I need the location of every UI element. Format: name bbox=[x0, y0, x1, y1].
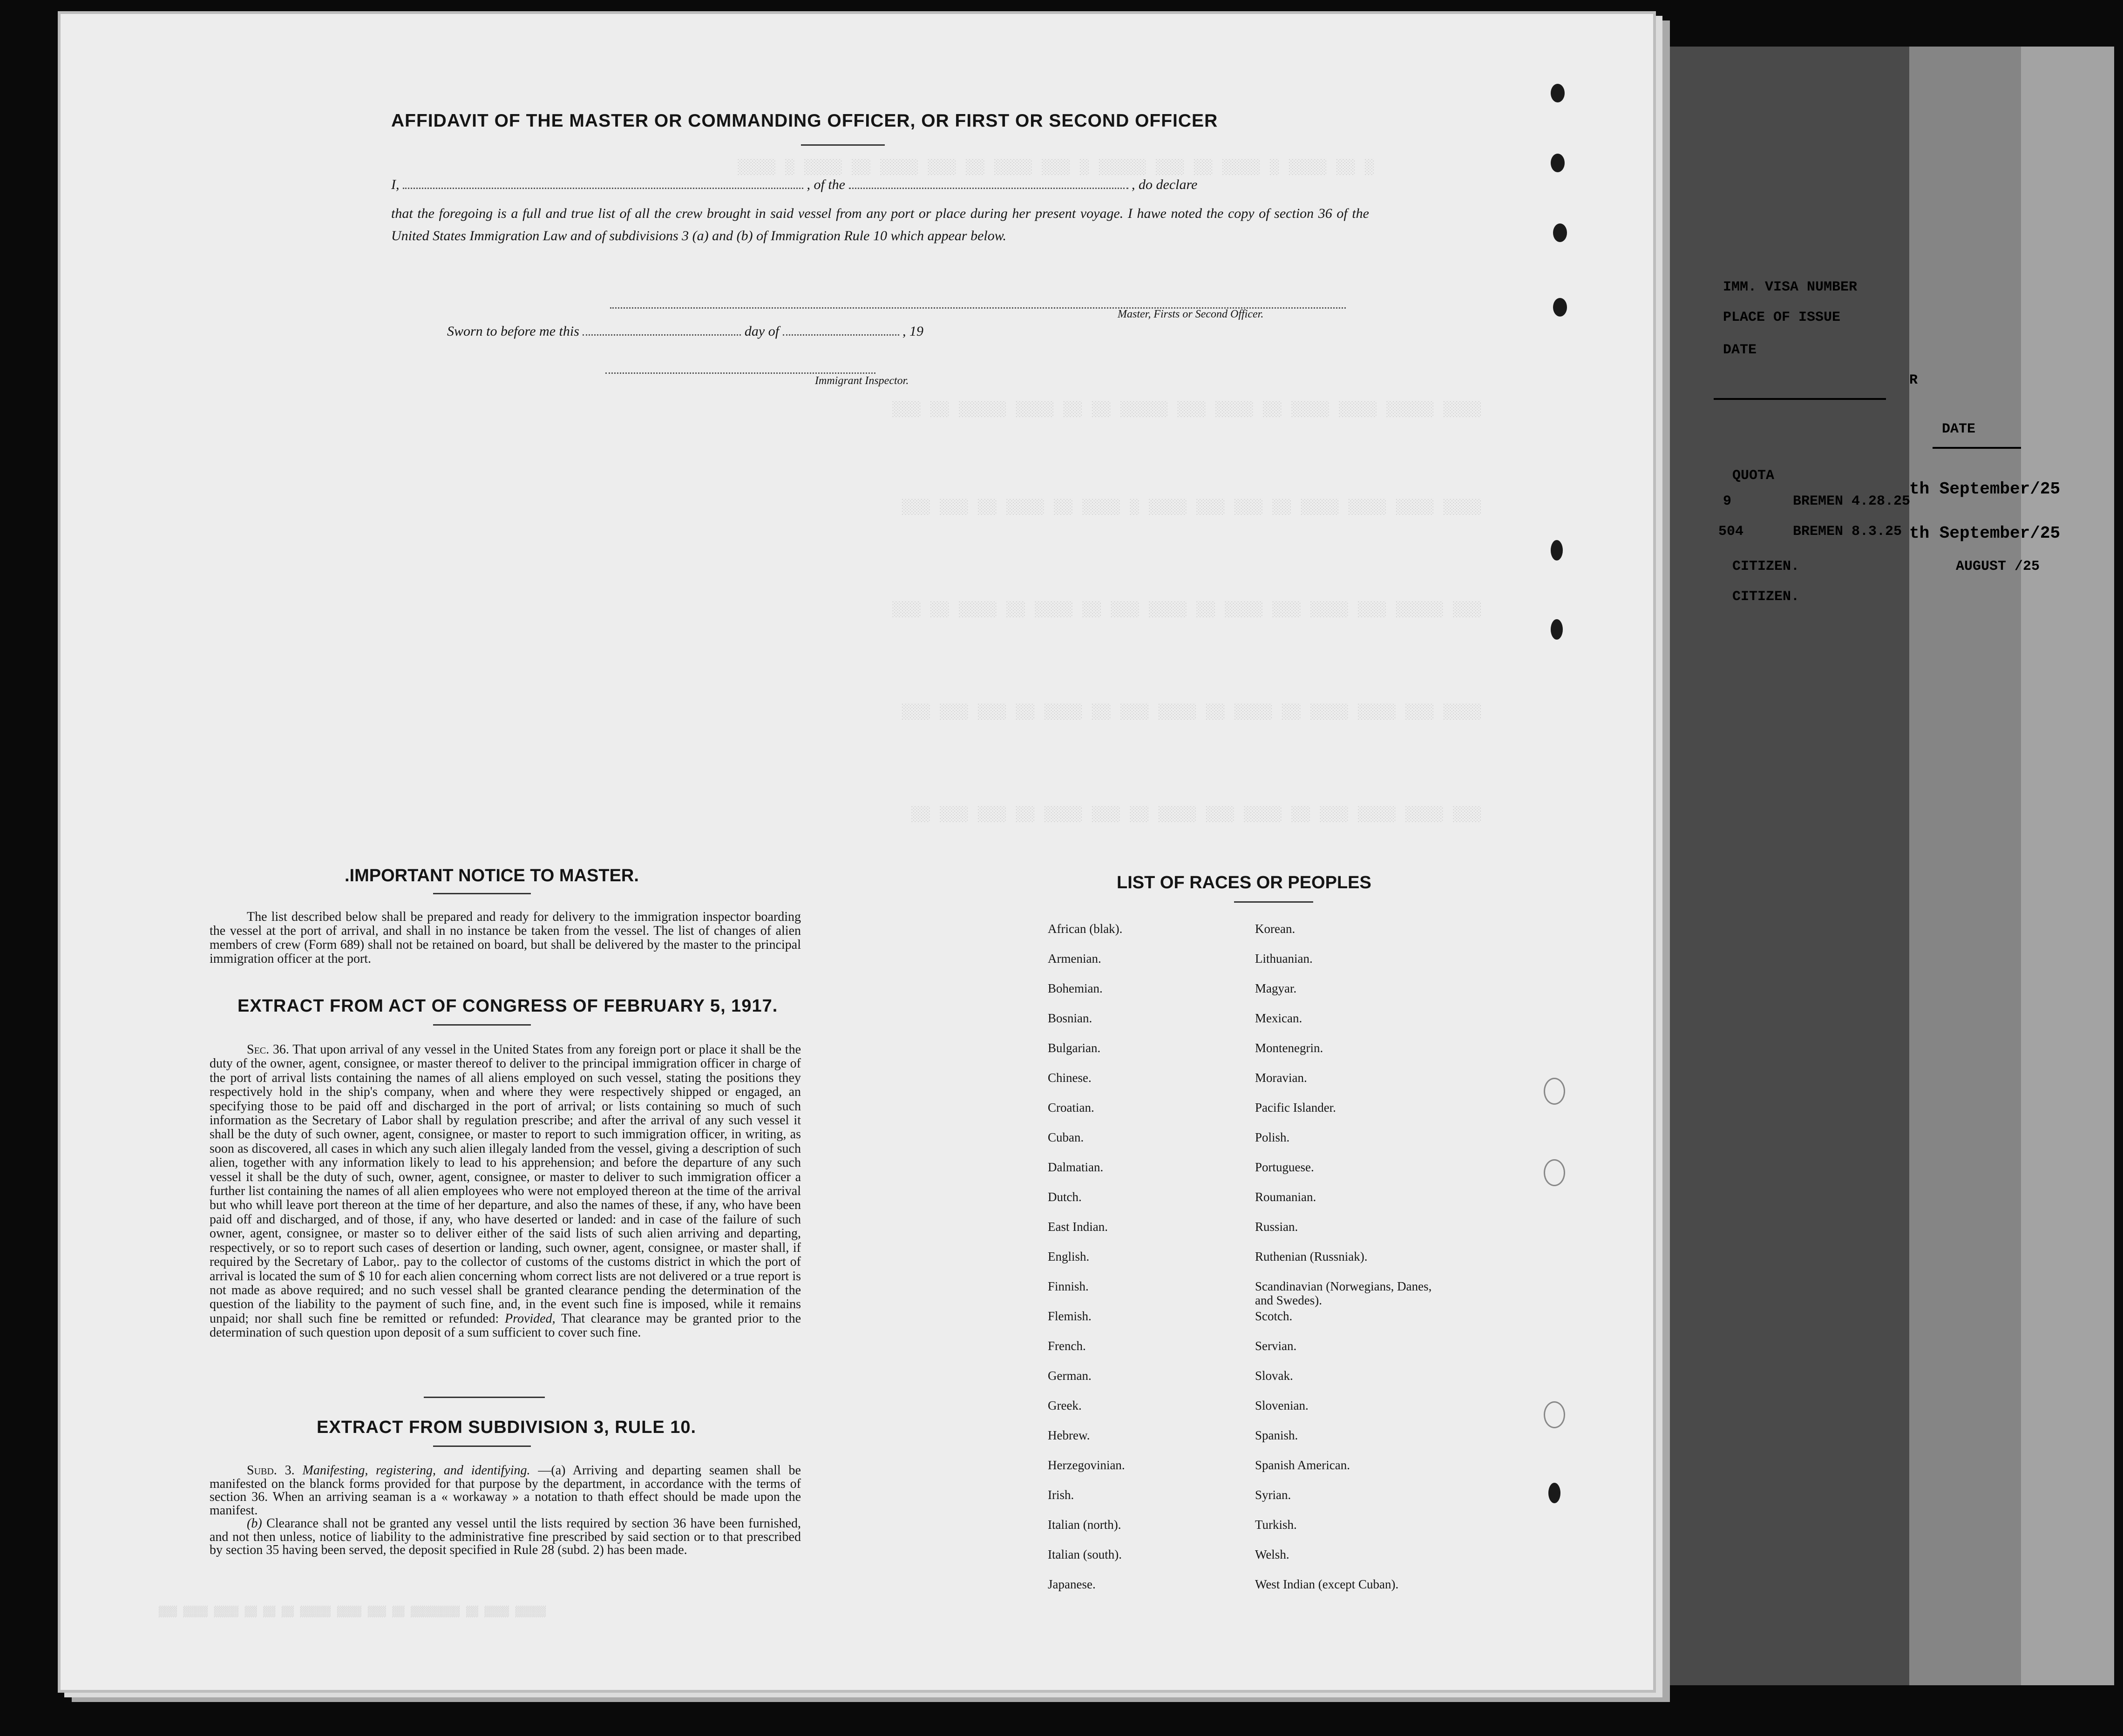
extract-act-body bbox=[210, 1043, 801, 1340]
strip-row1-place: BREMEN 4.28.25 bbox=[1793, 493, 1911, 509]
strip-date-label: DATE bbox=[1723, 342, 1757, 358]
affidavit-title: AFFIDAVIT OF THE MASTER OR COMMANDING OFFICER, OR FIRST OR SECOND OFFICER bbox=[391, 111, 1218, 131]
strip-row2-code: 504 bbox=[1718, 524, 1744, 540]
race-item: Croatian. bbox=[1048, 1101, 1094, 1115]
strip-divider-2 bbox=[1933, 447, 2021, 449]
race-item: Irish. bbox=[1048, 1488, 1074, 1502]
bleed-through-line-5: ░░░░ ░░░ ░░░░ ░░░░ ░░ ░░░░ ░░ ░░░░ ░░░ ░░ ░░░░ ░░ ░░░ ░░░ ░░░ bbox=[901, 703, 1481, 721]
race-item: Spanish American. bbox=[1255, 1458, 1350, 1472]
strip-quota-label: QUOTA bbox=[1732, 468, 1775, 484]
race-item: Bulgarian. bbox=[1048, 1041, 1101, 1055]
punch-hole-outline bbox=[1544, 1401, 1565, 1428]
provided-label: Provided, bbox=[505, 1311, 556, 1326]
affidavit-title-rule bbox=[801, 144, 885, 146]
bleed-through-line-2: ░░░░ ░░░░░ ░░░░ ░░░░ ░░ ░░░░ ░░░ ░░░░░ ░░ ░░ ░░░░ ░░░░░ ░░ ░░░ bbox=[891, 400, 1481, 418]
subd-3-label: Subd. 3. bbox=[247, 1463, 295, 1478]
vessel-name-field[interactable] bbox=[849, 188, 1128, 189]
punch-hole bbox=[1551, 84, 1565, 102]
sec-36-label: Sec. 36. bbox=[247, 1042, 289, 1057]
sworn-prefix: Sworn to before me this bbox=[447, 324, 579, 339]
race-item: Scotch. bbox=[1255, 1309, 1293, 1323]
extract-act-title: EXTRACT FROM ACT OF CONGRESS OF FEBRUARY 5, 1917. bbox=[237, 996, 778, 1016]
affidavit-declare-label: , do declare bbox=[1132, 177, 1198, 192]
manifest-page bbox=[61, 14, 1653, 1690]
race-item: Welsh. bbox=[1255, 1547, 1289, 1561]
race-item: Portuguese. bbox=[1255, 1160, 1314, 1174]
race-item: Greek. bbox=[1048, 1398, 1082, 1412]
sworn-line bbox=[447, 324, 923, 339]
punch-hole-outline bbox=[1544, 1159, 1565, 1186]
races-left-column bbox=[1048, 922, 1125, 1607]
inspector-caption: Immigrant Inspector. bbox=[815, 375, 909, 387]
sworn-day-field[interactable] bbox=[583, 334, 741, 336]
strip-citizen-2: CITIZEN. bbox=[1732, 589, 1800, 605]
sec-36-text: That upon arrival of any vessel in the United States from any foreign port or place it shall be the duty of the owner, agent, consignee, or master thereof to deliver to the principal immigration officer in charge of the port of arrival lists containing the names of all aliens employed on such vessel, stating the positions they respectively hold in the ship's company, when and where they were respectively shipped or engaged, an specifying those to be paid off and discharged in the port of arrival; or lists containing so much of such information as the Secretary of Labor shall by regulation prescribe; and after the arrival of any such vessel it shall be the duty of such owner, agent, consignee, or master to report to such immigration officer, in writing, as soon as discovered, all cases in which any such alien illegaly landed from the vessel, giving a description of such alien, together with any information likely to lead to his apprehension; and before the departure of any such vessel it shall be the duty of such, owner, agent, consignee, or master to deliver to such immigration officer a further list containing the names of all alien employees who were not employed thereon at the time of the arrival but who whill leave port thereon at the time of her departure, and also the names of these, if any, who have been paid off and discharged, and of those, if any, who have deserted or landed: and in case of the failure of such owner, agent, consignee, or master so to deliver either of the said lists of such alien arriving and departing, respectively, or so to report such cases of desertion or landing, such owner, agent, consignee, or master shall, if required by the Secretary of Labor,. pay to the collector of customs of the customs district in which the port of arrival is located the sum of $ 10 for each alien concerning whom correct lists are not delivered or a true report is not made as above required; and no such vessel shall be granted clearance pending the determination of the question of the liability to the payment of such fine, and, in the event such fine is imposed, while it remains unpaid; nor shall such fine be remitted or refunded: bbox=[210, 1042, 801, 1326]
race-item: Dalmatian. bbox=[1048, 1160, 1104, 1174]
race-item: Armenian. bbox=[1048, 952, 1101, 966]
affidavit-line-1 bbox=[391, 177, 1392, 193]
sworn-year-label: , 19 bbox=[902, 324, 924, 339]
race-item: Cuban. bbox=[1048, 1130, 1084, 1144]
race-item: Italian (north). bbox=[1048, 1518, 1121, 1532]
race-item: Syrian. bbox=[1255, 1488, 1291, 1502]
sworn-month-field[interactable] bbox=[783, 334, 899, 336]
strip-citizen-1: CITIZEN. bbox=[1732, 559, 1800, 574]
provided-text: That clearance may be granted prior to the determination of such question upon deposit of a sum sufficient to cover such fine. bbox=[210, 1311, 801, 1340]
race-item: African (blak). bbox=[1048, 922, 1123, 936]
affidavit-of-the-label: , of the bbox=[807, 177, 845, 192]
punch-hole bbox=[1551, 154, 1565, 172]
race-item: Italian (south). bbox=[1048, 1547, 1122, 1561]
race-item: Korean. bbox=[1255, 922, 1296, 936]
subd-3-a-text: —(a) Arriving and departing seamen shall be manifested on the blanck forms provided for that purpose by the department, in accordance with the terms of section 36. When an arriving seaman is a « workaway » a notation to thath effect should be made upon the manifest. bbox=[210, 1463, 801, 1518]
bottom-bleed-text: ░░░░░ ░░░░ ░░ ░░░░░░░░ ░░ ░░░ ░░░░ ░░░░░ ░░ ░░ ░░ ░░░░ ░░░░ ░░░ bbox=[158, 1606, 546, 1618]
manifest-strip bbox=[1621, 47, 2114, 1685]
strip-date-header: DATE bbox=[1942, 421, 1976, 437]
extract-divider bbox=[424, 1397, 545, 1398]
extract-rule-rule bbox=[433, 1446, 531, 1447]
race-item: Mexican. bbox=[1255, 1011, 1302, 1025]
strip-place-label: PLACE OF ISSUE bbox=[1723, 310, 1841, 325]
race-item: Slovak. bbox=[1255, 1369, 1293, 1383]
notice-body: The list described below shall be prepared and ready for delivery to the immigration inspector boarding the vessel at the port of arrival, and shall in no instance be taken from the vessel. The list of changes of alien members of crew (Form 689) shall not be retained on board, but shall be delivered by the master to the principal immigration officer at the port. bbox=[210, 910, 801, 966]
race-item: Japanese. bbox=[1048, 1577, 1096, 1591]
extract-rule-title: EXTRACT FROM SUBDIVISION 3, RULE 10. bbox=[317, 1418, 697, 1437]
strip-date-3: AUGUST /25 bbox=[1956, 559, 2040, 574]
race-item: East Indian. bbox=[1048, 1220, 1108, 1234]
strip-divider bbox=[1714, 398, 1886, 400]
race-item: Moravian. bbox=[1255, 1071, 1307, 1085]
inspector-signature-field[interactable] bbox=[605, 372, 875, 374]
race-item: Spanish. bbox=[1255, 1428, 1298, 1442]
strip-r-mark: R bbox=[1909, 372, 1918, 388]
race-item: Chinese. bbox=[1048, 1071, 1092, 1085]
race-item: Scandinavian (Norwegians, Danes, and Swedes). bbox=[1255, 1279, 1432, 1307]
race-item: Bosnian. bbox=[1048, 1011, 1092, 1025]
bleed-through-line-3: ░░░░ ░░░░ ░░░░ ░░░░ ░░ ░░░ ░░░ ░░░░ ░ ░░░░ ░░ ░░░░ ░░ ░░░ ░░░ bbox=[901, 498, 1481, 516]
notice-title: .IMPORTANT NOTICE TO MASTER. bbox=[345, 866, 639, 885]
master-name-field[interactable] bbox=[403, 188, 803, 189]
strip-mid-band bbox=[1909, 47, 2021, 1685]
races-title: LIST OF RACES OR PEOPLES bbox=[1117, 873, 1371, 892]
punch-hole bbox=[1551, 619, 1563, 640]
race-item: Roumanian. bbox=[1255, 1190, 1316, 1204]
race-item: Montenegrin. bbox=[1255, 1041, 1323, 1055]
race-item: Turkish. bbox=[1255, 1518, 1297, 1532]
bleed-through-line-4: ░░░ ░░░░░ ░░░ ░░░░ ░░░ ░░░░ ░░ ░░░░ ░░░ ░░ ░░░░ ░░ ░░░░ ░░ ░░░ bbox=[891, 601, 1481, 618]
bleed-through-line-1: ░ ░░ ░░░░ ░ ░░░░ ░░ ░░░ ░░░░░ ░ ░░░ ░░░░ ░░ ░░░ ░░░░ ░░ ░░░░ ░ ░░░░ bbox=[737, 158, 1374, 176]
affidavit-i-label: I, bbox=[391, 177, 400, 192]
subd-3-b-text: Clearance shall not be granted any vessel until the lists required by section 36 have been furnished, and not then unless, notice of liability to the administrative fine prescribed by said section or to that prescribed by section 35 having been served, the deposit specified in Rule 28 (subd. 2) has been made. bbox=[210, 1516, 801, 1557]
race-item: Herzegovinian. bbox=[1048, 1458, 1125, 1472]
race-item: Dutch. bbox=[1048, 1190, 1082, 1204]
race-item: Hebrew. bbox=[1048, 1428, 1090, 1442]
race-item: Magyar. bbox=[1255, 981, 1297, 995]
strip-date-1: th September/25 bbox=[1909, 480, 2061, 499]
signature-caption: Master, Firsts or Second Officer. bbox=[1118, 308, 1264, 320]
bleed-through-line-6: ░░░ ░░░░ ░░░░ ░░░ ░░ ░░░░ ░░░ ░░░░ ░░ ░░░ ░░░░ ░░ ░░░ ░░░ ░░ bbox=[910, 805, 1481, 823]
race-item: Finnish. bbox=[1048, 1279, 1089, 1293]
race-item: Polish. bbox=[1255, 1130, 1290, 1144]
strip-date-2: th September/25 bbox=[1909, 524, 2061, 543]
strip-light-band bbox=[2021, 47, 2114, 1685]
race-item: German. bbox=[1048, 1369, 1092, 1383]
affidavit-body: that the foregoing is a full and true list of all the crew brought in said vessel from any port or place during her present voyage. I hawe noted the copy of section 36 of the United States Immigration Law and of subdivisions 3 (a) and (b) of Immigration Rule 10 which appear below. bbox=[391, 206, 1369, 243]
punch-hole bbox=[1548, 1483, 1560, 1503]
race-item: Russian. bbox=[1255, 1220, 1298, 1234]
race-item: English. bbox=[1048, 1250, 1090, 1263]
race-item: Servian. bbox=[1255, 1339, 1297, 1353]
race-item: Flemish. bbox=[1048, 1309, 1092, 1323]
race-item: Slovenian. bbox=[1255, 1398, 1309, 1412]
sworn-day-label: day of bbox=[744, 324, 780, 339]
notice-title-rule bbox=[433, 893, 531, 894]
punch-hole-outline bbox=[1544, 1078, 1565, 1105]
punch-hole bbox=[1553, 223, 1567, 242]
races-right-column bbox=[1255, 922, 1441, 1607]
race-item: Ruthenian (Russniak). bbox=[1255, 1250, 1368, 1263]
punch-hole bbox=[1551, 540, 1563, 561]
race-item: West Indian (except Cuban). bbox=[1255, 1577, 1399, 1591]
extract-rule-body bbox=[210, 1464, 801, 1557]
extract-act-rule bbox=[433, 1024, 531, 1026]
subd-3-b-label: (b) bbox=[247, 1516, 262, 1531]
subd-3-heading: Manifesting, registering, and identifying. bbox=[302, 1463, 530, 1478]
punch-hole bbox=[1553, 298, 1567, 317]
race-item: Lithuanian. bbox=[1255, 952, 1313, 966]
race-item: Bohemian. bbox=[1048, 981, 1103, 995]
strip-row1-code: 9 bbox=[1723, 493, 1732, 509]
race-item: Pacific Islander. bbox=[1255, 1101, 1336, 1115]
races-title-rule bbox=[1234, 901, 1313, 903]
strip-row2-place: BREMEN 8.3.25 bbox=[1793, 524, 1902, 540]
race-item: French. bbox=[1048, 1339, 1086, 1353]
strip-visa-label: IMM. VISA NUMBER bbox=[1723, 279, 1858, 295]
